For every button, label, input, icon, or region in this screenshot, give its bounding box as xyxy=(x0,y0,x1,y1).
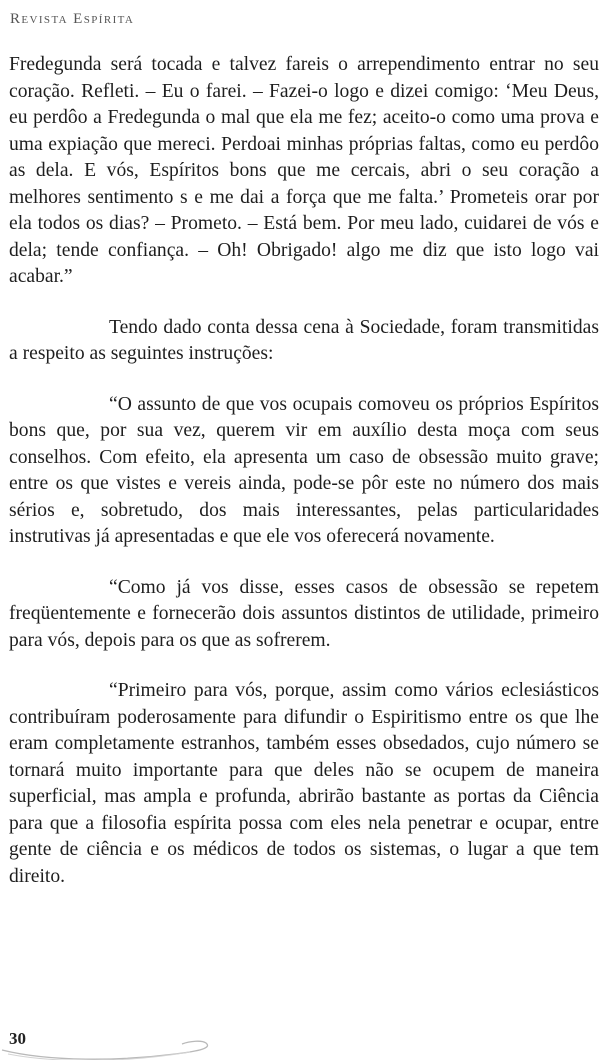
paragraph-instruction-2: “Como já vos disse, esses casos de obsessão se repetem freqüentemente e fornecerão dois assuntos distintos de utilidade, primeiro para vós, depois para os que as sofrerem. xyxy=(9,576,599,651)
page-body xyxy=(9,52,599,890)
page-number: 30 xyxy=(9,1029,26,1048)
footer-swoosh-ornament xyxy=(0,1028,230,1060)
paragraph-continuation: Fredegunda será tocada e talvez fareis o arrependimento entrar no seu coração. Refleti. – Eu o farei. – Fazei-o logo e dizei comigo: ‘Meu Deus, eu perdôo a Fredegunda o mal que ela me fez; aceito-o como uma prova e uma expiação que mereci. Perdoai minhas próprias faltas, como eu perdôo as dela. E vós, Espíritos bons que me cercais, abri o seu coração a melhores sentimento s e me dai a força que me falta.’ Prometeis orar por ela todos os dias? – Prometo. – Está bem. Por meu lado, cuidarei de vós e dela; tende confiança. – Oh! Obrigado! algo me diz que isto logo vai acabar.” xyxy=(9,54,599,287)
paragraph-report: Tendo dado conta dessa cena à Sociedade, foram transmitidas a respeito as seguintes instruções: xyxy=(9,316,599,364)
running-head-title: Revista Espírita xyxy=(10,11,135,27)
paragraph-instruction-1: “O assunto de que vos ocupais comoveu os próprios Espíritos bons que, por sua vez, querem vir em auxílio desta moça com seus conselhos. Com efeito, ela apresenta um caso de obsessão muito grave; entre os que vistes e vereis ainda, pode-se pôr este no número dos mais sérios e, sobretudo, dos mais interessantes, pelas particularidades instrutivas já apresentadas e que ele vos oferecerá novamente. xyxy=(9,393,599,547)
paragraph-instruction-3: “Primeiro para vós, porque, assim como vários eclesiásticos contribuíram poderosamente para difundir o Espiritismo entre os que lhe eram completamente estranhos, também esses obsedados, cujo número se tornará muito importante para que deles não se ocupem de maneira superficial, mas ampla e profunda, abrirão bastante as portas da Ciência para que a filosofia espírita possa com eles nela penetrar e ocupar, entre gente de ciência e os médicos de todos os sistemas, o lugar a que tem direito. xyxy=(9,680,599,887)
